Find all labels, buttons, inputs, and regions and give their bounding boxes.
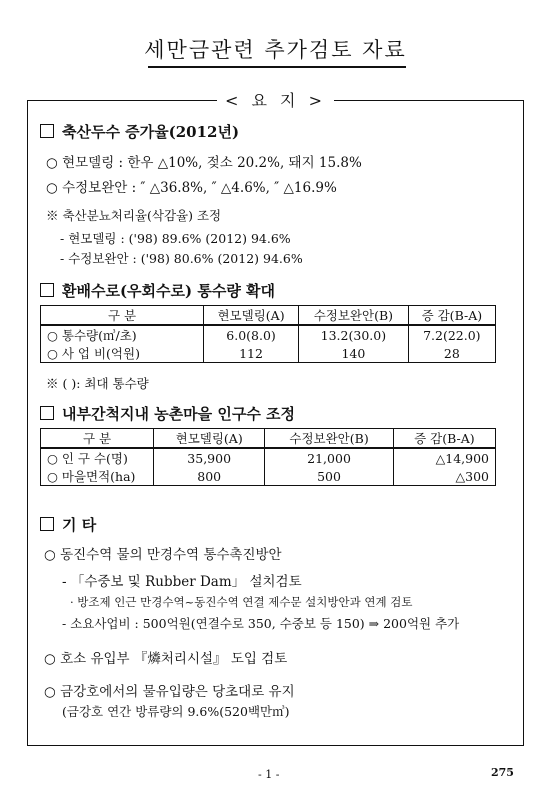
page-title: 세만금관련 추가검토 자료 <box>144 38 407 62</box>
section-heading-livestock: 축산두수 증가율(2012년) <box>40 121 239 142</box>
livestock-line-current: ○ 현모델링 : 한우 △10%, 젖소 20.2%, 돼지 15.8% <box>46 155 362 171</box>
table-header: 증 감(B-A) <box>393 429 495 449</box>
manure-note: ※ 축산분뇨처리율(삭감율) 조정 <box>46 208 222 223</box>
checkbox-icon <box>40 124 54 138</box>
checkbox-icon <box>40 517 54 531</box>
table-row: ○ 사 업 비(억원) 112 140 28 <box>41 344 496 363</box>
table-header: 구 분 <box>41 306 204 326</box>
population-table <box>40 428 496 486</box>
drainage-table <box>40 305 496 363</box>
table-row: ○ 통수량(㎥/초) 6.0(8.0) 13.2(30.0) 7.2(22.0) <box>41 325 496 344</box>
table-header: 현모델링(A) <box>204 306 299 326</box>
section-heading-drainage: 환배수로(우회수로) 통수량 확대 <box>40 280 275 301</box>
source-page-number: 275 <box>491 766 514 779</box>
manure-line-current: - 현모델링 : ('98) 89.6% (2012) 94.6% <box>60 231 291 246</box>
table-row: ○ 인 구 수(명) 35,900 21,000 △14,900 <box>41 448 496 467</box>
checkbox-icon <box>40 406 54 420</box>
other-line-2: - 「수중보 및 Rubber Dam」 설치검토 <box>62 574 302 590</box>
livestock-line-revised: ○ 수정보완안 : ″ △36.8%, ″ △4.6%, ″ △16.9% <box>46 180 337 196</box>
table-header: 수정보완안(B) <box>299 306 409 326</box>
table-row: ○ 마을면적(ha) 800 500 △300 <box>41 467 496 486</box>
table-header: 수정보완안(B) <box>265 429 393 449</box>
manure-line-revised: - 수정보완안 : ('98) 80.6% (2012) 94.6% <box>60 251 303 266</box>
other-line-3: · 방조제 인근 만경수역~동진수역 연결 제수문 설치방안과 연계 검토 <box>70 595 413 609</box>
other-line-7: (금강호 연간 방류량의 9.6%(520백만㎥) <box>62 704 290 719</box>
table-header: 현모델링(A) <box>154 429 265 449</box>
drainage-note: ※ ( ): 최대 통수량 <box>46 376 149 391</box>
table-header: 구 분 <box>41 429 154 449</box>
other-line-6: ○ 금강호에서의 물유입량은 당초대로 유지 <box>44 684 295 700</box>
other-line-1: ○ 동진수역 물의 만경수역 통수촉진방안 <box>44 547 282 563</box>
title-underline <box>148 66 406 68</box>
summary-heading: < 요 지 > <box>0 88 551 111</box>
section-heading-other: 기 타 <box>40 514 96 535</box>
other-line-5: ○ 호소 유입부 『燐처리시설』 도입 검토 <box>44 651 288 667</box>
table-header: 증 감(B-A) <box>408 306 495 326</box>
other-line-4: - 소요사업비 : 500억원(연결수로 350, 수중보 등 150) ⇒ 200억원 추가 <box>62 616 460 631</box>
page-number: - 1 - <box>258 768 280 781</box>
section-heading-population: 내부간척지내 농촌마을 인구수 조정 <box>40 403 295 424</box>
checkbox-icon <box>40 283 54 297</box>
